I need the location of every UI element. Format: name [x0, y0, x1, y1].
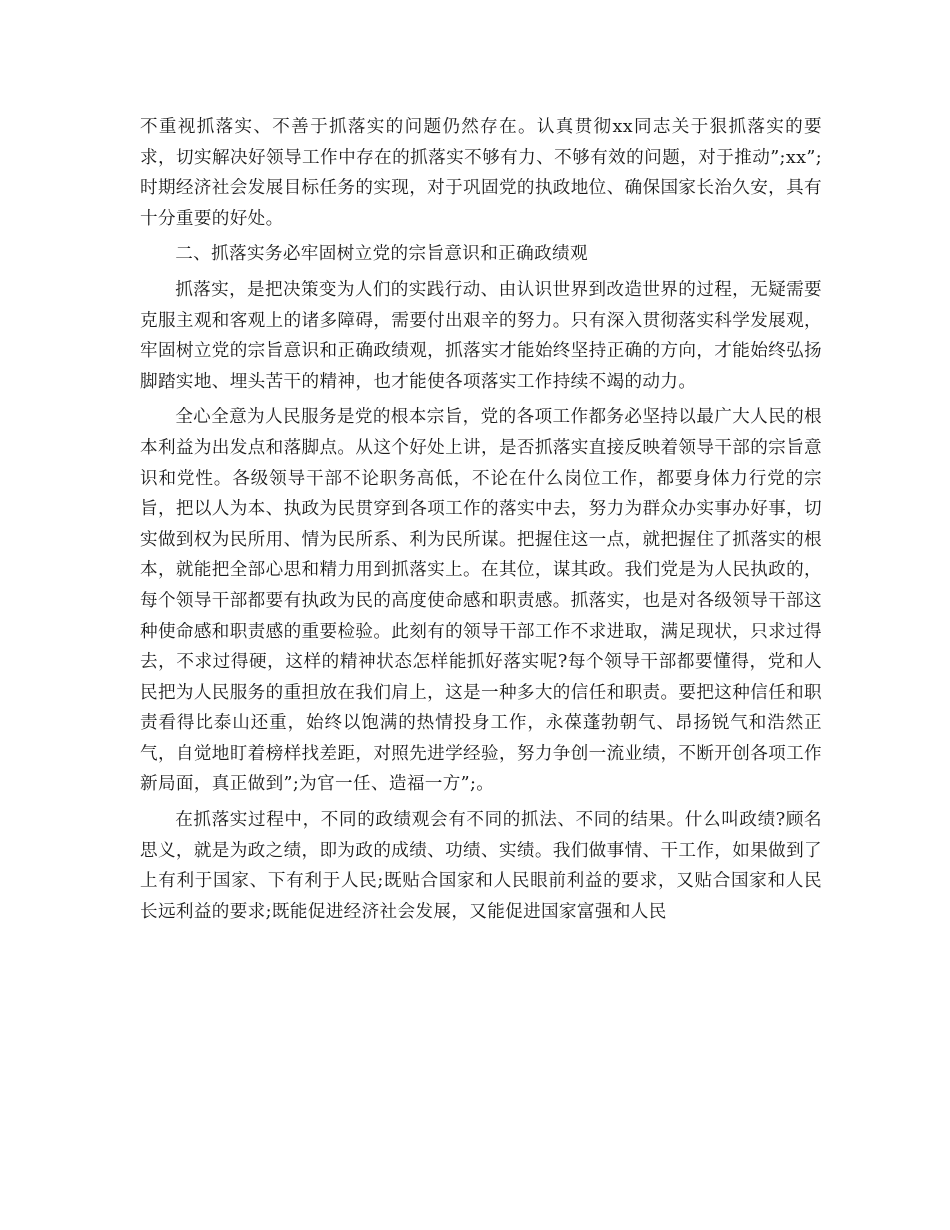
- paragraph: 抓落实，是把决策变为人们的实践行动、由认识世界到改造世界的过程，无疑需要克服主观和客观上的诸多障碍，需要付出艰辛的努力。只有深入贯彻落实科学发展观，牢固树立党的宗旨意识和正确政绩观，抓落实才能始终坚持正确的方向，才能始终弘扬脚踏实地、埋头苦干的精神，也才能使各项落实工作持续不竭的动力。: [140, 279, 822, 392]
- paragraph-continued: 不重视抓落实、不善于抓落实的问题仍然存在。认真贯彻xx同志关于狠抓落实的要求，切实解决好领导工作中存在的抓落实不够有力、不够有效的问题，对于推动”;xx”;时期经济社会发展目标任务的实现，对于巩固党的执政地位、确保国家长治久安，具有十分重要的好处。: [140, 117, 822, 229]
- paragraph: 全心全意为人民服务是党的根本宗旨，党的各项工作都务必坚持以最广大人民的根本利益为出发点和落脚点。从这个好处上讲，是否抓落实直接反映着领导干部的宗旨意识和党性。各级领导干部不论职务高低，不论在什么岗位工作，都要身体力行党的宗旨，把以人为本、执政为民贯穿到各项工作的落实中去，努力为群众办实事办好事，切实做到权为民所用、情为民所系、利为民所谋。把握住这一点，就把握住了抓落实的根本，就能把全部心思和精力用到抓落实上。在其位，谋其政。我们党是为人民执政的，每个领导干部都要有执政为民的高度使命感和职责感。抓落实，也是对各级领导干部这种使命感和职责感的重要检验。此刻有的领导干部工作不求进取，满足现状，只求过得去，不求过得硬，这样的精神状态怎样能抓好落实呢?每个领导干部都要懂得，党和人民把为人民服务的重担放在我们肩上，这是一种多大的信任和职责。要把这种信任和职责看得比泰山还重，始终以饱满的热情投身工作，永葆蓬勃朝气、昂扬锐气和浩然正气，自觉地盯着榜样找差距，对照先进学经验，努力争创一流业绩，不断开创各项工作新局面，真正做到”;为官一任、造福一方”;。: [140, 407, 822, 795]
- paragraph: 在抓落实过程中，不同的政绩观会有不同的抓法、不同的结果。什么叫政绩?顾名思义，就是为政之绩，即为政的成绩、功绩、实绩。我们做事情、干工作，如果做到了上有利于国家、下有利于人民;既贴合国家和人民眼前利益的要求，又贴合国家和人民长远利益的要求;既能促进经济社会发展，又能促进国家富强和人民: [140, 810, 822, 922]
- section-heading: 二、抓落实务必牢固树立党的宗旨意识和正确政绩观: [175, 244, 588, 265]
- document-page: [140, 112, 822, 932]
